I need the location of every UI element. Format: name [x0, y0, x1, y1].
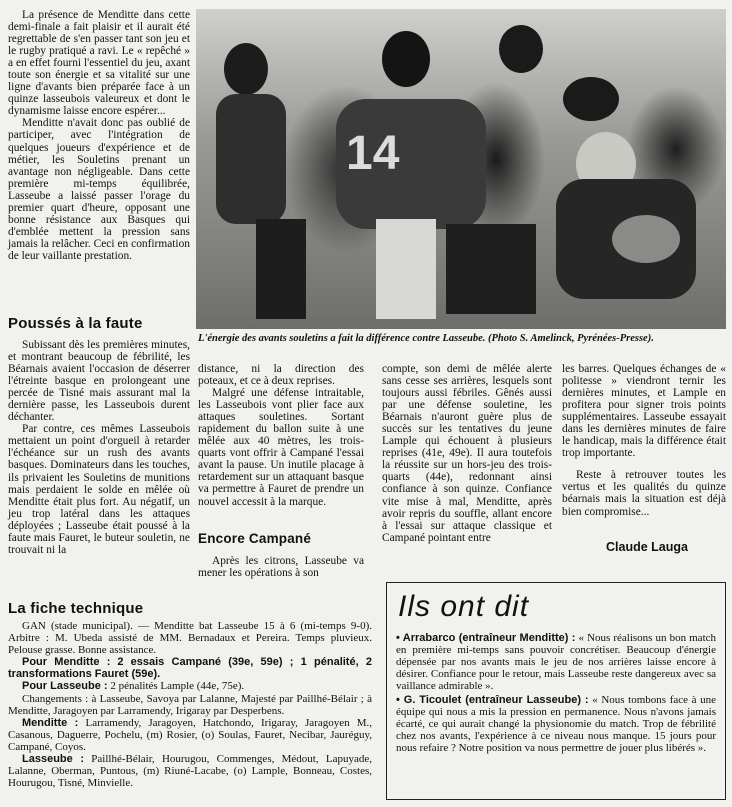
fiche-line	[8, 656, 372, 680]
fiche-line	[8, 717, 372, 753]
fiche-line	[8, 753, 372, 789]
label: Pour Menditte :	[22, 656, 111, 669]
article-col4	[562, 363, 726, 518]
paragraph: Subissant dès les premières minutes, et montrant beaucoup de fébrilité, les Béarnais avaient l'occasion de déserrer l'étreinte basque en prolongeant une percée de Tisné mais assurant mal la dernière passe, les Lasseubois durent déchanter.	[8, 339, 190, 424]
quote-text: « Nous réalisons un bon match en première mi-temps sans pouvoir concrétiser. Beaucoup d'énergie dépensée par nos avants mais le jeu de nos arrières laisse encore à désirer. Confiance pour le retour, mais Lasseube reste dangereux avec sa vaillance admirable ».	[396, 632, 717, 693]
paragraph: Par contre, ces mêmes Lasseubois mettaient un point d'orgueil à retarder l'échéance sur un rush des avants basques. Dominateurs dans les touches, ils privaient les Souletins de munitions mais perdaient le solde en mêlée où Menditte était plus fort. Au négatif, un jeu trop latéral dans les attaques déployées ; Lasseube était poussé à la faute mais Fauret, le buteur souletin, ne trouvait ni la	[8, 423, 190, 556]
label: Menditte :	[22, 716, 79, 729]
subheading-campane: Encore Campané	[198, 531, 312, 546]
paragraph: Après les citrons, Lasseube va mener les opérations à son	[198, 555, 364, 580]
svg-text:14: 14	[346, 127, 400, 180]
fiche-technique	[8, 620, 372, 789]
value: 2 pénalités Lample (44e, 75e).	[110, 680, 245, 693]
quote	[396, 694, 716, 754]
photo-illustration	[196, 9, 726, 329]
quote	[396, 632, 716, 692]
subheading-pousses: Poussés à la faute	[8, 315, 143, 332]
fiche-line: GAN (stade municipal). — Menditte bat Lasseube 15 à 6 (mi-temps 9-0). Arbitre : M. Ubeda assisté de MM. Bernadaux et Pereira. Temps pluvieux. Pelouse grasse. Bonne assistance.	[8, 620, 372, 657]
fiche-line: Changements : à Lasseube, Savoya par Lalanne, Majesté par Paillhé-Bélair ; à Menditte, Jaragoyen par Larramendy, Irigaray par Desperbens.	[8, 692, 372, 717]
value: 2 essais Campané (39e, 59e) ; 1 pénalité, 2 transformations Fauret (59e).	[8, 656, 372, 681]
paragraph: Menditte n'avait donc pas oublié de participer, avec l'intégration de quelques joueurs d'expérience et de métier, les Souletins prenant un avantage non négligeable. Dans cette première mi-temps équilibrée, Lasseube a laissé passer l'orage du premier quart d'heure, opposant une bonne résistance aux Basques qui d'emblée mettent la pression sans jamais la relâcher. Ceci en confirmation de leur vaillante prestation.	[8, 117, 190, 262]
value: Larramendy, Jaragoyen, Hatchondo, Irigaray, Jaragoyen M., Casanous, Daguerre, Pochelu, (m) Rosier, (o) Soulas, Fauret, Necibar, Jauréguy, Campané, Coyos.	[8, 716, 372, 753]
quote-author: • Arrabarco (entraîneur Menditte) :	[396, 632, 576, 644]
paragraph: compte, son demi de mêlée alerte sans cesse ses arrières, lesquels sont toujours aussi fébriles. Gênés aussi par une défense souletine, les Béarnais n'auront guère plus de succès sur les tentatives du jeune Lample qui échouent à plusieurs reprises (41e, 49e). Il aura toutefois la réussite sur un hors-jeu des trois-quarts (44e), redonnant ainsi confiance à son quinze. Confiance vite mise à mal, Menditte, après avoir repris du souffle, allant encore à l'essai sur attaque classique et Campané pointant entre	[382, 363, 552, 544]
article-col2	[198, 363, 364, 508]
fiche-line	[8, 680, 372, 692]
paragraph: distance, ni la direction des poteaux, et ce à deux reprises.	[198, 363, 364, 388]
label: Lasseube :	[22, 753, 84, 766]
paragraph: Reste à retrouver toutes les vertus et les qualités du quinze béarnais mais la situation est déjà bien compromise...	[562, 469, 726, 518]
rugby-photo	[196, 9, 726, 329]
author-signature: Claude Lauga	[606, 540, 688, 554]
subheading-fiche: La fiche technique	[8, 600, 144, 617]
quote-text: « Nous tombons face à une équipe qui nous a mis la pression en permanence. Nous n'avons jamais écarté, ce qui aurait changé la physionomie du match. Trop de fébrilité chez nos avants, l'expérience à ce niveau nous manque. 15 jours pour nous refaire ? Notre position va nous permettre de jouer plus libérés ».	[396, 694, 717, 755]
paragraph: Malgré une défense intraitable, les Lasseubois vont plier face aux attaques souletines. Sortant rapidement du ballon suite à une mêlée aux 40 mètres, les trois-quarts vont offrir à Campané l'essai avant la pause. Un inutile placage à retardement sur un attaquant basque va permettre à Fauret de prendre un nouvel accessit à la marque.	[198, 387, 364, 508]
article-col1-top	[8, 9, 190, 262]
paragraph: les barres. Quelques échanges de « politesse » viendront ternir les dernières minutes, et Lample en profitera pour signer trois points supplémentaires. Lasseube essayait dans les dernières minutes de faire le handicap, mais la différence était trop importante.	[562, 363, 726, 460]
paragraph: La présence de Menditte dans cette demi-finale a fait plaisir et il aurait été regrettable de s'en passer tant son jeu et le rugby pratiqué a ravi. Le « repêché » a en effet fourni l'essentiel du jeu, axant toute son énergie et sa vitalité sur une ligne d'avants bien préparée face à un quinze lasseubois valeureux et dont le dynamisme laisse encore espérer...	[8, 9, 190, 118]
label: Pour Lasseube :	[22, 680, 108, 693]
article-col1-mid	[8, 339, 190, 556]
article-col3	[382, 363, 552, 544]
photo-caption: L'énergie des avants souletins a fait la différence contre Lasseube. (Photo S. Amelinck, Pyrénées-Presse).	[198, 333, 654, 344]
ils-ont-dit-quotes	[396, 632, 716, 754]
quote-author: • G. Ticoulet (entraîneur Lasseube) :	[396, 694, 589, 707]
value: Paillhé-Bélair, Hourugou, Commenges, Médout, Lapuyade, Lalanne, Oberman, Puntous, (m) Riuné-Lacabe, (o) Lample, Bonneau, Costes, Hourugou, Tisné, Minvielle.	[8, 753, 372, 790]
article-col2-b	[198, 555, 364, 579]
ils-ont-dit-title: Ils ont dit	[398, 590, 530, 623]
